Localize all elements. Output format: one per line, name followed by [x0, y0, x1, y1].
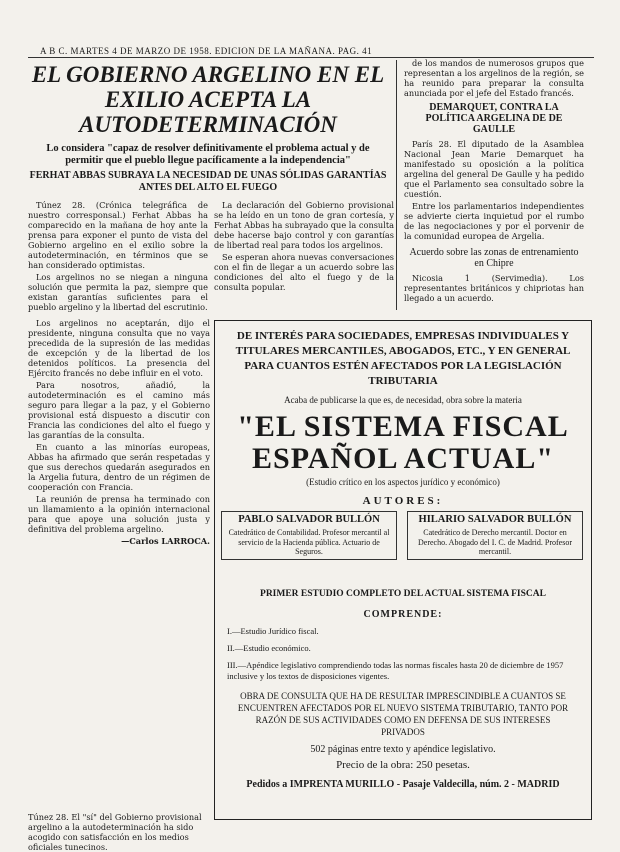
ad-orders: Pedidos a IMPRENTA MURILLO - Pasaje Valdecilla, núm. 2 - MADRID [246, 779, 560, 790]
list-item: I.—Estudio Jurídico fiscal. [227, 626, 319, 636]
ad-description: OBRA DE CONSULTA QUE HA DE RESULTAR IMPRESCINDIBLE A CUANTOS SE ENCUENTREN AFECTADOS POR EL NUEVO SISTEMA TRIBUTARIO, TANTO POR RAZÓN DE SUS ACTIVIDADES COMO EN DEFENSA DE SUS INTERESES PRIVADOS [237, 691, 569, 737]
paragraph: Túnez 28. (Crónica telegráfica de nuestro corresponsal.) Ferhat Abbas ha comparecido en la mañana de hoy ante la prensa para exponer el punto de vista del Gobierno argelino en el exilio sobre la autodeterminación, en términos que se han considerado optimistas. [28, 200, 208, 270]
ad-authors-heading: AUTORES: [362, 495, 444, 507]
author-details: Catedrático de Derecho mercantil. Doctor en Derecho. Abogado del I. C. de Madrid. Profesor mercantil. [418, 528, 572, 556]
ad-page-count: 502 páginas entre texto y apéndice legislativo. [310, 744, 496, 755]
list-item: III.—Apéndice legislativo comprendiendo todas las normas fiscales hasta 20 de diciembre de 1957 inclusive y los textos de disposiciones vigentes. [227, 660, 564, 681]
column-rule-right [396, 60, 397, 310]
page-header: A B C. MARTES 4 DE MARZO DE 1958. EDICION DE LA MAÑANA. PAG. 41 [40, 46, 373, 56]
book-advertisement [214, 320, 592, 820]
article-column-1 [28, 200, 208, 314]
ad-tagline: (Estudio crítico en los aspectos jurídico y económico) [306, 477, 500, 487]
author-name: HILARIO SALVADOR BULLÓN [418, 514, 572, 525]
author-box [221, 511, 397, 560]
paragraph: de los mandos de numerosos grupos que representan a los argelinos de la región, se ha reunido para preparar la consulta anunciada por el jefe del Estado francés. [404, 58, 584, 98]
author-details: Catedrático de Contabilidad. Profesor mercantil al servicio de la Hacienda pública. Actuario de Seguros. [228, 528, 390, 556]
ad-intro: DE INTERÉS PARA SOCIEDADES, EMPRESAS INDIVIDUALES Y TITULARES MERCANTILES, ABOGADOS, ETC., Y EN GENERAL PARA CUANTOS ESTÉN AFECTADOS POR LA LEGISLACIÓN TRIBUTARIA [235, 330, 571, 387]
right-headline-2: Acuerdo sobre las zonas de entrenamiento en Chipre [409, 247, 579, 269]
list-item: II.—Estudio económico. [227, 643, 311, 653]
article-headline: EL GOBIERNO ARGELINO EN EL EXILIO ACEPTA LA AUTODETERMINACIÓN [31, 62, 385, 137]
ad-first-study: PRIMER ESTUDIO COMPLETO DEL ACTUAL SISTEMA FISCAL [260, 589, 546, 599]
paragraph: Se esperan ahora nuevas conversaciones con el fin de llegar a un acuerdo sobre las condiciones del alto el fuego y de la consulta popular. [214, 252, 394, 292]
article-continuation [28, 318, 210, 550]
paragraph: Los argelinos no aceptarán, dijo el presidente, ninguna consulta que no vaya precedida de la supresión de las medidas de excepción y de la libertad de los detenidos políticos. La presencia del Ejército francés no debe influir en el voto. [28, 318, 210, 378]
paragraph: Entre los parlamentarios independientes se advierte cierta inquietud por el rumbo de las negociaciones y por el porvenir de la comunidad europea de Argelia. [404, 201, 584, 241]
main-article [28, 58, 394, 350]
paragraph: París 28. El diputado de la Asamblea Nacional Jean Marie Demarquet ha manifestado su oposición a la política argelina del general De Gaulle y ha pedido que el Parlamento sea consultado sobre la cuestión. [404, 139, 584, 199]
article-signature: —Carlos LARROCA. [121, 536, 210, 546]
right-headline-1: DEMARQUET, CONTRA LA POLÍTICA ARGELINA DE DE GAULLE [425, 102, 563, 135]
ad-contents-list [227, 626, 579, 682]
paragraph: Los argelinos no se niegan a ninguna solución que permita la paz, siempre que existan garantías suficientes para el pueblo argelino y la libertad del escrutinio. [28, 272, 208, 312]
author-box [407, 511, 583, 560]
ad-price: Precio de la obra: 250 pesetas. [336, 759, 470, 771]
article-column-2 [214, 200, 394, 294]
article-footer: Túnez 28. El "sí" del Gobierno provisional argelino a la autodeterminación ha sido acogido con satisfacción en los medios oficiales tunecinos. [28, 812, 202, 852]
ad-subtitle: Acaba de publicarse la que es, de necesidad, obra sobre la materia [284, 395, 522, 405]
paragraph: Nicosia 1 (Servimedia). Los representantes británicos y chipriotas han llegado a un acuerdo. [404, 273, 584, 303]
ad-comprende: COMPRENDE: [363, 609, 443, 620]
paragraph: La reunión de prensa ha terminado con un llamamiento a la opinión internacional para que apoye una solución justa y definitiva del problema argelino. [28, 494, 210, 534]
paragraph: La declaración del Gobierno provisional se ha leído en un tono de gran cortesía, y Ferhat Abbas ha subrayado que la consulta debe hacerse bajo control y con garantías de libertad real para todos los argelinos. [214, 200, 394, 250]
author-name: PABLO SALVADOR BULLÓN [238, 514, 380, 525]
right-column [404, 58, 584, 305]
paragraph: Para nosotros, añadió, la autodeterminación es el camino más seguro para llegar a la paz, y el Gobierno provisional está dispuesto a discutir con Francia las condiciones del alto el fuego y las garantías de la consulta. [28, 380, 210, 440]
ad-book-title: "EL SISTEMA FISCAL ESPAÑOL ACTUAL" [237, 410, 569, 475]
paragraph: En cuanto a las minorías europeas, Abbas ha afirmado que serán respetadas y que sus derechos quedarán asegurados en la Argelia futura, dentro de un régimen de cooperación con Francia. [28, 442, 210, 492]
article-subhead: Lo considera "capaz de resolver definitivamente el problema actual y de permitir que el pueblo llegue pacíficamente a la independencia" [46, 143, 370, 166]
ad-authors [221, 511, 585, 577]
article-subhead-2: FERHAT ABBAS SUBRAYA LA NECESIDAD DE UNAS SÓLIDAS GARANTÍAS ANTES DEL ALTO EL FUEGO [29, 170, 387, 193]
